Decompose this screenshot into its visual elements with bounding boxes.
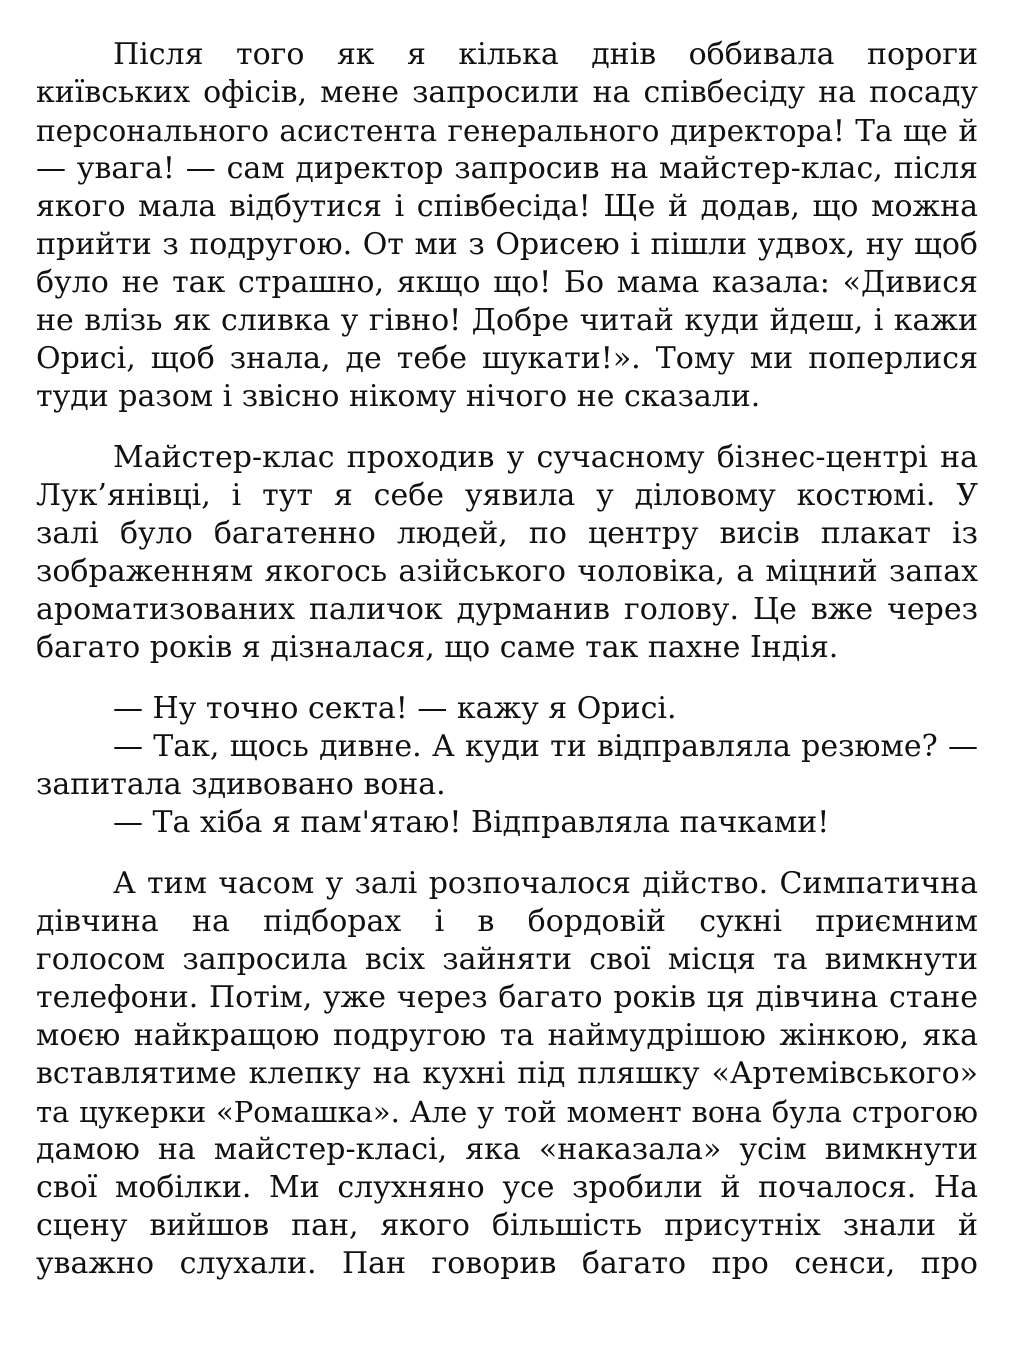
text-line: прийти з подругою. От ми з Орисею і пішли удвох, ну щоб: [36, 227, 978, 262]
text-line: зображенням якогось азійського чоловіка, а міцний запах: [36, 554, 978, 589]
text-line: Після того як я кілька днів оббивала пороги: [113, 37, 978, 72]
text-line: голосом запросила всіх зайняти свої місця та вимкнути: [36, 942, 978, 977]
text-line: персонального асистента генерального директора! Та ще й: [36, 114, 978, 148]
text-line: уважно слухали. Пан говорив багато про сенси, про: [36, 1246, 978, 1281]
text-line: моєю найкращою подругою та наймудрішою жінкою, яка: [36, 1018, 978, 1053]
text-line: Майстер-клас проходив у сучасному бізнес-центрі на: [113, 440, 978, 475]
text-line: багато років я дізналася, що саме так пахне Індія.: [36, 630, 839, 665]
text-line: залі було багатенно людей, по центру висів плакат із: [36, 516, 978, 551]
text-line: не влізь як сливка у гівно! Добре читай куди йдеш, і кажи: [36, 303, 978, 338]
dialog-block: [36, 690, 978, 842]
text-line: ароматизованих паличок дурманив голову. Це вже через: [36, 592, 978, 627]
paragraph-gap: [36, 667, 978, 690]
paragraph-gap: [36, 416, 978, 439]
text-line: сцену вийшов пан, якого більшість присутніх знали й: [36, 1208, 978, 1243]
dialog-line: — Так, щось дивне. А куди ти відправляла резюме? —: [113, 729, 978, 764]
text-line: вставлятиме клепку на кухні під пляшку «Артемівського»: [36, 1056, 978, 1091]
dialog-line: — Та хіба я пам'ятаю! Відправляла пачками!: [113, 805, 830, 840]
text-line: Лук’янівці, і тут я себе уявила у діловому костюмі. У: [36, 478, 978, 513]
paragraph-4: [36, 865, 978, 1283]
text-line: та цукерки «Ромашка». Але у той момент вона була строгою: [36, 1095, 978, 1129]
paragraph-gap: [36, 842, 978, 865]
dialog-line: запитала здивовано вона.: [36, 767, 446, 802]
text-line: київських офісів, мене запросили на співбесіду на посаду: [36, 75, 978, 110]
dialog-line: — Ну точно секта! — кажу я Орисі.: [113, 691, 677, 726]
text-line: туди разом і звісно нікому нічого не сказали.: [36, 379, 761, 414]
text-line: дівчина на підборах і в бордовій сукні приємним: [36, 904, 978, 939]
text-line: дамою на майстер-класі, яка «наказала» усім вимкнути: [36, 1132, 978, 1167]
text-line: А тим часом у залі розпочалося дійство. Симпатична: [113, 866, 978, 901]
text-line: свої мобілки. Ми слухняно усе зробили й почалося. На: [36, 1170, 978, 1205]
text-line: якого мала відбутися і співбесіда! Ще й додав, що можна: [36, 189, 978, 224]
text-line: було не так страшно, якщо що! Бо мама казала: «Дивися: [36, 265, 978, 300]
text-line: — увага! — сам директор запросив на майстер-клас, після: [36, 151, 978, 186]
text-line: Орисі, щоб знала, де тебе шукати!». Тому ми поперлися: [36, 341, 978, 376]
text-line: телефони. Потім, уже через багато років ця дівчина стане: [36, 980, 978, 1015]
paragraph-1: [36, 36, 978, 416]
paragraph-2: [36, 439, 978, 667]
